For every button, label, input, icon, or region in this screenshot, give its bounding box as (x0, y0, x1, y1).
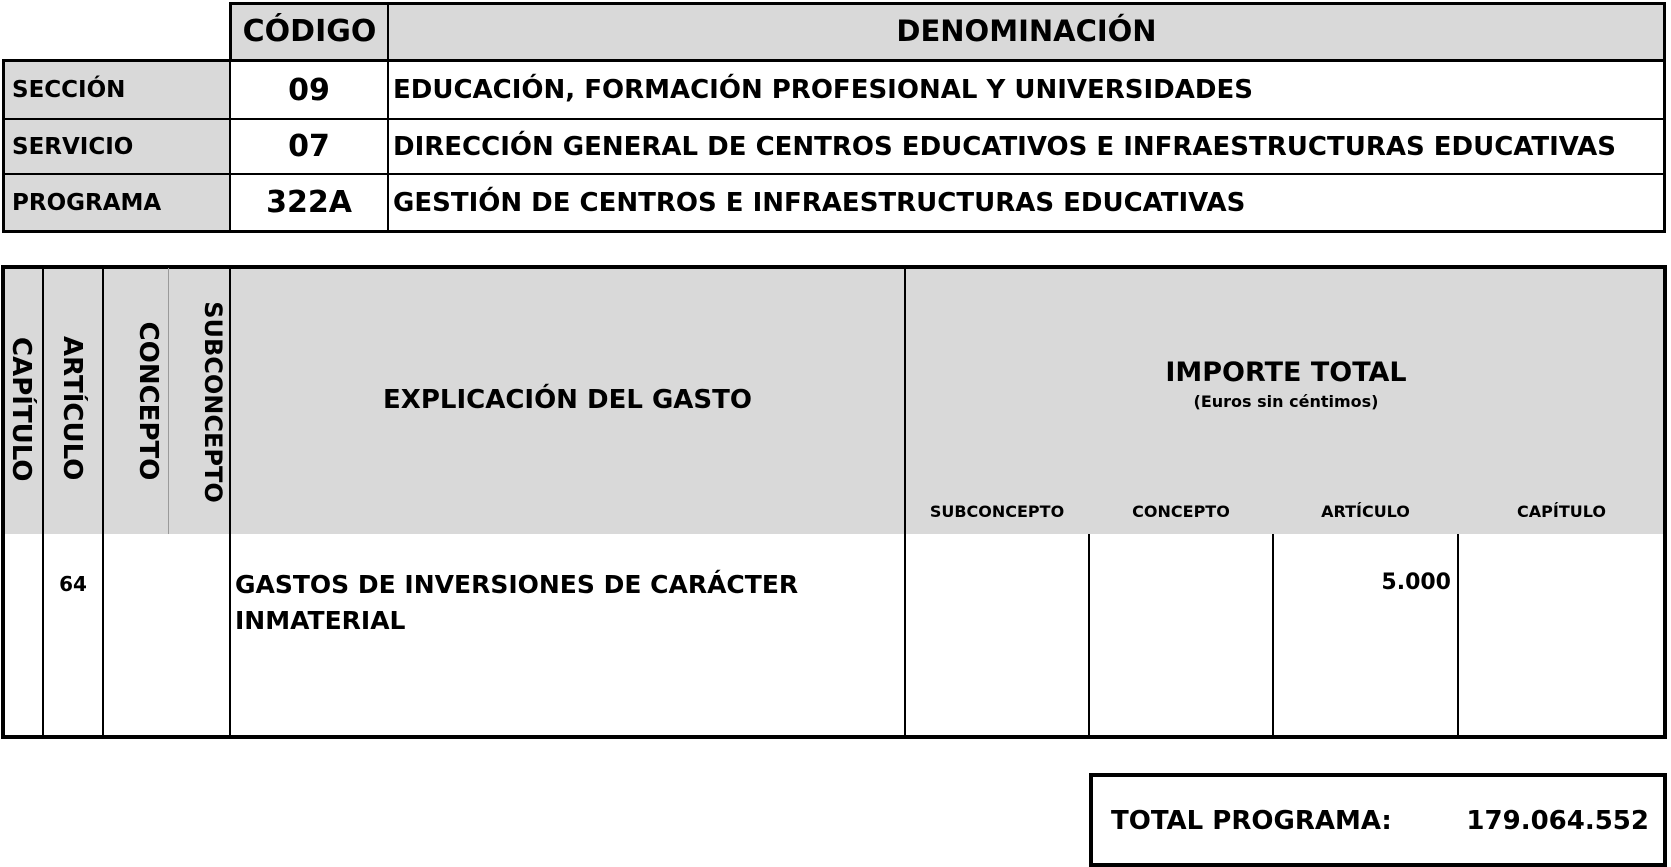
importe-divider-2 (1272, 534, 1274, 737)
code-divider (387, 60, 389, 232)
codigo-column-header (232, 3, 387, 59)
denominacion-header-text: DENOMINACIÓN (896, 14, 1157, 48)
row-explicacion-line2: INMATERIAL (235, 606, 406, 635)
seccion-code (231, 62, 387, 118)
explicacion-header: EXPLICACIÓN DEL GASTO (383, 385, 752, 415)
importe-articulo-header: ARTÍCULO (1321, 502, 1410, 521)
capitulo-divider (42, 268, 44, 737)
seccion-name (393, 62, 1661, 118)
total-programa-value: 179.064.552 (1466, 806, 1649, 836)
total-programa-box (1089, 773, 1667, 867)
row-importe-articulo-value: 5.000 (1381, 570, 1451, 595)
concepto-divider (168, 268, 169, 534)
row-articulo-value: 64 (59, 572, 87, 596)
programa-label-text: PROGRAMA (12, 189, 162, 216)
subconcepto-vertical-header: SUBCONCEPTO (199, 301, 227, 503)
articulo-vertical-header: ARTÍCULO (57, 336, 87, 481)
servicio-label (12, 120, 227, 173)
importe-concepto-header: CONCEPTO (1132, 502, 1230, 521)
importe-subtitle: (Euros sin céntimos) (1193, 392, 1379, 411)
importe-divider-1 (1088, 534, 1090, 737)
importe-total-header: IMPORTE TOTAL (1165, 357, 1407, 388)
programa-name-text: GESTIÓN DE CENTROS E INFRAESTRUCTURAS EDUCATIVAS (393, 187, 1246, 218)
seccion-name-text: EDUCACIÓN, FORMACIÓN PROFESIONAL Y UNIVERSIDADES (393, 75, 1253, 105)
row-explicacion-line1: GASTOS DE INVERSIONES DE CARÁCTER (235, 570, 799, 599)
servicio-label-text: SERVICIO (12, 133, 134, 160)
servicio-name (393, 120, 1661, 173)
concepto-vertical-header: CONCEPTO (133, 321, 163, 481)
programa-label (12, 175, 227, 230)
servicio-code (231, 120, 387, 173)
codigo-header-text: CÓDIGO (242, 13, 377, 49)
servicio-name-text: DIRECCIÓN GENERAL DE CENTROS EDUCATIVOS E INFRAESTRUCTURAS EDUCATIVAS (393, 131, 1617, 162)
articulo-divider (102, 268, 104, 737)
total-programa-label: TOTAL PROGRAMA: (1111, 806, 1392, 836)
programa-code (231, 175, 387, 230)
capitulo-vertical-header: CAPÍTULO (6, 337, 36, 482)
importe-divider-3 (1457, 534, 1459, 737)
importe-capitulo-header: CAPÍTULO (1517, 502, 1606, 521)
subconcepto-divider (229, 268, 231, 737)
seccion-code-text: 09 (288, 72, 330, 108)
programa-code-text: 322A (266, 185, 352, 220)
denominacion-column-header (389, 3, 1664, 59)
importe-subconcepto-header: SUBCONCEPTO (929, 502, 1065, 521)
seccion-label (12, 62, 227, 118)
servicio-code-text: 07 (288, 129, 330, 164)
programa-name (393, 175, 1661, 230)
seccion-label-text: SECCIÓN (12, 77, 126, 103)
